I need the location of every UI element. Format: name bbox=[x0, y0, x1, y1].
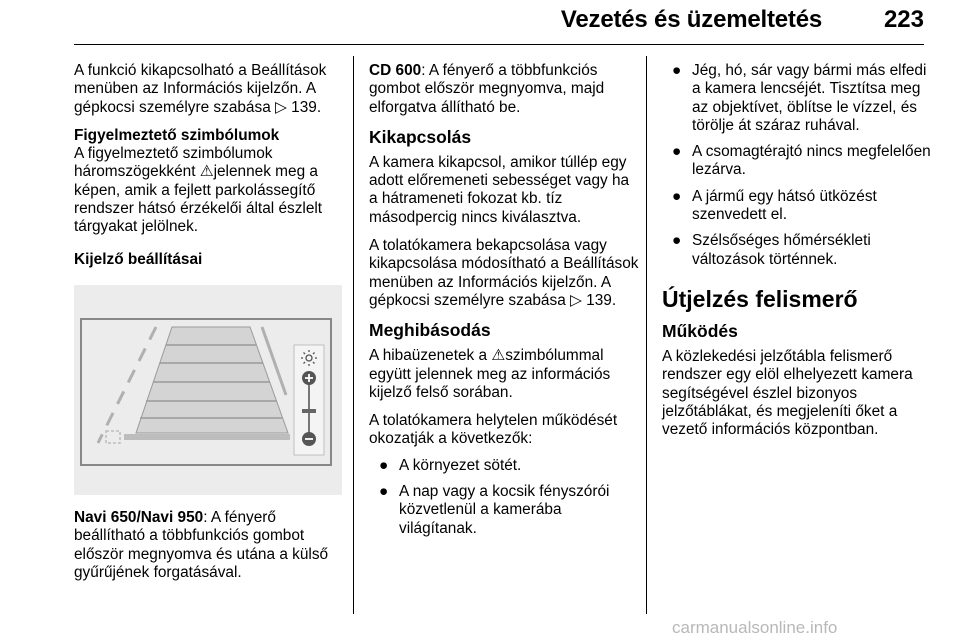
column-divider-1 bbox=[353, 56, 354, 614]
watermark: carmanualsonline.info bbox=[672, 618, 838, 637]
list-item: ● A csomagtérajtó nincs megfelelően lezárva. bbox=[672, 143, 931, 179]
operation-title: Működés bbox=[662, 320, 738, 341]
column-3 bbox=[662, 62, 932, 449]
bullet-icon: ● bbox=[379, 483, 389, 501]
bullet-icon: ● bbox=[379, 456, 389, 474]
bullet-icon: ● bbox=[672, 187, 682, 205]
list-item: ● Jég, hó, sár vagy bármi más elfedi a kamera lencséjét. Tisztítsa meg az objektívet, öblítse le vízzel, és törölje át száraz ruhával. bbox=[672, 62, 927, 134]
list-item: ● A jármű egy hátsó ütközést szenvedett el. bbox=[672, 187, 877, 224]
warning-triangle-icon: ⚠ bbox=[199, 163, 214, 181]
warning-symbols-text: A figyelmeztető szimbólumok háromszögekként ⚠jelennek meg a képen, amik a fejlett parkolássegítő rendszer hátsó érzékelői által észlelt tárgyakat jelölnek. bbox=[74, 145, 323, 236]
header-title: Vezetés és üzemeltetés bbox=[560, 6, 822, 33]
fault-text-2: A tolatókamera helytelen működését okozatják a következők: bbox=[369, 412, 618, 448]
switch-off-text-1: A kamera kikapcsol, amikor túllép egy adott előremeneti sebességet vagy ha a hátrameneti fokozat kb. tíz másodpercig nincs kiválasztva. bbox=[369, 153, 630, 226]
page-ref-arrow-icon: ▷ bbox=[570, 291, 582, 309]
switch-off-title: Kikapcsolás bbox=[369, 126, 472, 147]
operation-text: A közlekedési jelzőtábla felismerő rendszer egy elöl elhelyezett kamera segítségével észlel bizonyos jelzőtáblákat, és megjeleníti őket a vezető információs központban. bbox=[662, 347, 913, 439]
fault-cause-list bbox=[369, 457, 639, 538]
display-settings-title: Kijelző beállításai bbox=[74, 250, 203, 268]
list-item: ● Szélsőséges hőmérsékleti változások történnek. bbox=[672, 232, 871, 268]
section-title: Útjelzés felismerő bbox=[662, 285, 858, 312]
column-divider-2 bbox=[646, 56, 647, 614]
navi-paragraph: Navi 650/Navi 950: A fényerő beállítható a többfunkciós gombot először megnyomva és utána a külső gyűrűjének forgatásával. bbox=[74, 508, 329, 581]
page-number: 223 bbox=[883, 6, 924, 33]
function-paragraph: A funkció kikapcsolható a Beállítások menüben az Információs kijelzőn. A gépkocsi személyre szabása ▷ 139. bbox=[74, 62, 327, 116]
switch-off-text-2: A tolatókamera bekapcsolása vagy kikapcsolása módosítható a Beállítások menüben az Információs kijelzőn. A gépkocsi személyre szabása ▷ 139. bbox=[369, 237, 639, 309]
bullet-icon: ● bbox=[672, 143, 682, 161]
parking-guide-area bbox=[136, 327, 288, 433]
list-item: ● A környezet sötét. bbox=[379, 456, 522, 474]
rear-camera-display-figure bbox=[74, 285, 342, 495]
warning-triangle-icon: ⚠ bbox=[491, 347, 506, 365]
brightness-slider-handle bbox=[302, 409, 316, 413]
rear-camera-illustration bbox=[74, 285, 342, 495]
fault-cause-list-continued bbox=[662, 62, 932, 269]
page-ref-arrow-icon: ▷ bbox=[275, 98, 287, 116]
fault-title: Meghibásodás bbox=[369, 320, 491, 341]
fault-text-1: A hibaüzenetek a ⚠szimbólummal együtt jelennek meg az információs kijelző felső sorában. bbox=[369, 347, 611, 401]
column-1 bbox=[74, 62, 346, 592]
header-rule bbox=[74, 44, 924, 45]
bullet-icon: ● bbox=[672, 62, 682, 79]
cd600-paragraph: CD 600: A fényerő a többfunkciós gombot először megnyomva, majd elforgatva állítható be. bbox=[369, 62, 605, 116]
bullet-icon: ● bbox=[672, 232, 682, 250]
list-item: ● A nap vagy a kocsik fényszórói közvetlenül a kamerába világítanak. bbox=[379, 483, 610, 537]
warning-symbols-title: Figyelmeztető szimbólumok bbox=[74, 126, 280, 144]
column-2 bbox=[369, 62, 639, 546]
